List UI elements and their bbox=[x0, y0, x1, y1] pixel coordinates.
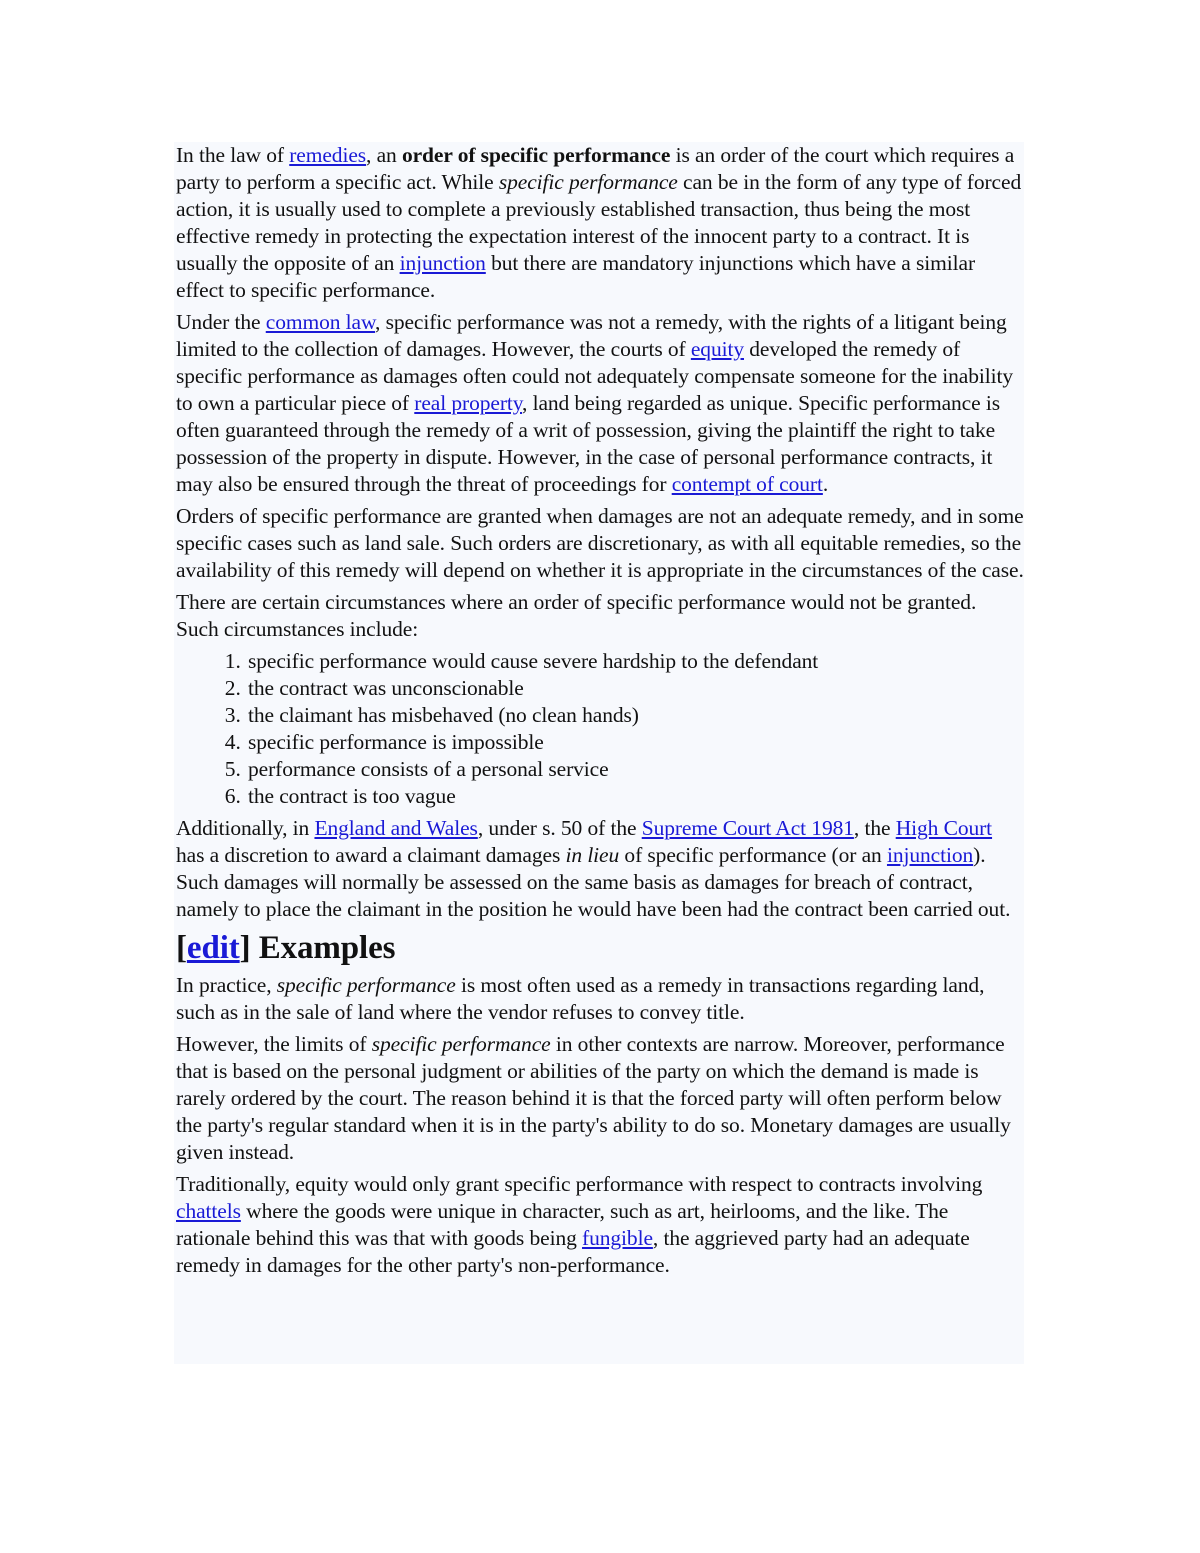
paragraph-england-wales: Additionally, in England and Wales, under s. 50 of the Supreme Court Act 1981, the High Court has a discretion to award a claimant damages in lieu of specific performance (or an injunction). Such damages will normally be assessed on the same basis as damages for breach of contract, namely to place the claimant in the position he would have been had the contract been carried out. bbox=[176, 816, 1011, 921]
link-england-and-wales[interactable]: England and Wales bbox=[314, 816, 478, 840]
link-supreme-court-act[interactable]: Supreme Court Act 1981 bbox=[641, 816, 854, 840]
edit-link[interactable]: edit bbox=[186, 930, 240, 966]
link-real-property[interactable]: real property bbox=[414, 391, 523, 415]
paragraph-orders: Orders of specific performance are granted when damages are not an adequate remedy, and in some specific cases such as land sale. Such orders are discretionary, as with all equitable remedies, so the availability of this remedy will depend on whether it is appropriate in the circumstances of the case. bbox=[176, 504, 1024, 582]
list-item: 3. the claimant has misbehaved (no clean hands) bbox=[246, 702, 1024, 729]
italic-term: specific performance bbox=[371, 1032, 551, 1056]
bold-term: order of specific performance bbox=[401, 143, 671, 167]
italic-term: in lieu bbox=[565, 843, 620, 867]
list-item: 5. performance consists of a personal service bbox=[246, 756, 1024, 783]
link-common-law[interactable]: common law bbox=[265, 310, 376, 334]
link-equity[interactable]: equity bbox=[690, 337, 744, 361]
link-fungible[interactable]: fungible bbox=[582, 1226, 653, 1250]
section-title: Examples bbox=[250, 930, 396, 966]
list-item: 6. the contract is too vague bbox=[246, 783, 1024, 810]
section-heading-examples: [edit] Examples bbox=[176, 930, 396, 966]
link-chattels[interactable]: chattels bbox=[176, 1199, 241, 1223]
paragraph-in-practice: In practice, specific performance is most often used as a remedy in transactions regarding land, such as in the sale of land where the vendor refuses to convey title. bbox=[176, 973, 985, 1024]
paragraph-traditionally: Traditionally, equity would only grant specific performance with respect to contracts involving chattels where the goods were unique in character, such as art, heirlooms, and the like. The rationale behind this was that with goods being fungible, the aggrieved party had an adequate remedy in damages for the other party's non-performance. bbox=[176, 1172, 983, 1277]
italic-term: specific performance bbox=[498, 170, 678, 194]
list-item: 4. specific performance is impossible bbox=[246, 729, 1024, 756]
circumstances-list bbox=[174, 648, 1024, 810]
paragraph-limits: However, the limits of specific performance in other contexts are narrow. Moreover, performance that is based on the personal judgment or abilities of the party on which the demand is made is rarely ordered by the court. The reason behind it is that the forced party will often perform below the party's regular standard when it is in the party's ability to do so. Monetary damages are usually given instead. bbox=[176, 1032, 1011, 1164]
list-item: 1. specific performance would cause severe hardship to the defendant bbox=[246, 648, 1024, 675]
paragraph-circumstances: There are certain circumstances where an order of specific performance would not be granted. Such circumstances include: bbox=[176, 590, 977, 641]
link-high-court[interactable]: High Court bbox=[895, 816, 993, 840]
link-injunction[interactable]: injunction bbox=[399, 251, 486, 275]
paragraph-intro: In the law of remedies, an order of specific performance is an order of the court which requires a party to perform a specific act. While specific performance can be in the form of any type of forced action, it is usually used to complete a previously established transaction, thus being the most effective remedy in protecting the expectation interest of the innocent party to a contract. It is usually the opposite of an injunction but there are mandatory injunctions which have a similar effect to specific performance. bbox=[176, 143, 1022, 302]
italic-term: specific performance bbox=[276, 973, 456, 997]
article-body bbox=[174, 142, 1024, 1364]
link-contempt-of-court[interactable]: contempt of court bbox=[671, 472, 823, 496]
link-remedies[interactable]: remedies bbox=[289, 143, 367, 167]
list-item: 2. the contract was unconscionable bbox=[246, 675, 1024, 702]
paragraph-common-law: Under the common law, specific performance was not a remedy, with the rights of a litigant being limited to the collection of damages. However, the courts of equity developed the remedy of specific performance as damages often could not adequately compensate someone for the inability to own a particular piece of real property, land being regarded as unique. Specific performance is often guaranteed through the remedy of a writ of possession, giving the plaintiff the right to take possession of the property in dispute. However, in the case of personal performance contracts, it may also be ensured through the threat of proceedings for contempt of court. bbox=[176, 310, 1014, 496]
link-injunction[interactable]: injunction bbox=[886, 843, 974, 867]
